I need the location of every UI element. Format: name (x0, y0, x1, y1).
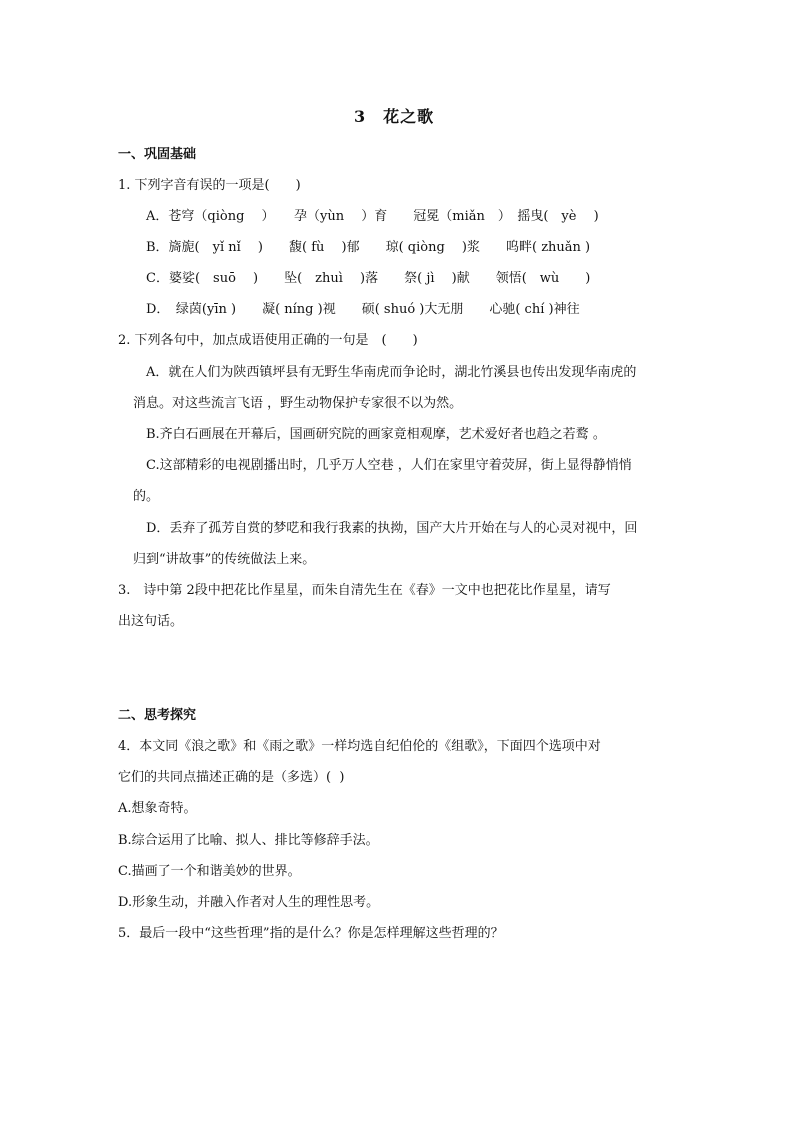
q4-option-a: A.想象奇特。 (118, 801, 197, 816)
section-heading-consolidate: 一、巩固基础 (118, 147, 197, 162)
q4-option-b: B.综合运用了比喻、拟人、排比等修辞手法。 (118, 833, 379, 848)
q4-option-c: C.描画了一个和谐美妙的世界。 (118, 864, 301, 879)
section-heading-explore: 二、思考探究 (118, 708, 197, 723)
q1-option-b: B．旖旎( yǐ nǐ ) 馥( fù )郁 琼( qiòng )浆 呜畔( zhuǎn ) (146, 240, 591, 255)
q2-stem: 2. 下列各句中，加点成语使用正确的一句是 ( ) (118, 333, 418, 348)
q3-line: 3. 诗中第 2段中把花比作星星，而朱自清先生在《春》一文中也把花比作星星，请写 (118, 583, 611, 598)
page-title: 3 花之歌 (354, 107, 435, 126)
q3-line: 出这句话。 (118, 614, 184, 629)
q2-line: B.齐白石画展在开幕后，国画研究院的画家竟相观摩，艺术爱好者也趋之若鹜 。 (146, 427, 606, 442)
q2-line: C.这部精彩的电视剧播出时，几乎万人空巷 ，人们在家里守着荧屏，街上显得静悄悄 (146, 458, 632, 473)
q1-option-a: A．苍穹（qiòng ） 孕（yùn ）育 冠冕（miǎn ） 摇曳( yè ) (146, 209, 599, 224)
q4-line: 4．本文同《浪之歌》和《雨之歌》一样均选自纪伯伦的《组歌》，下面四个选项中对 (118, 739, 601, 754)
q1-option-c: C．婆娑( suō ) 坠( zhuì )落 祭( jì )献 领悟( wù ) (146, 271, 591, 286)
q2-line: D．丢弃了孤芳自赏的梦呓和我行我素的执拗，国产大片开始在与人的心灵对视中，回 (146, 521, 638, 536)
q4-option-d: D.形象生动，并融入作者对人生的理性思考。 (118, 895, 380, 910)
q2-line: A．就在人们为陕西镇坪县有无野生华南虎而争论时，湖北竹溪县也传出发现华南虎的 (146, 365, 637, 380)
q5-line: 5．最后一段中“这些哲理”指的是什么？你是怎样理解这些哲理的？ (118, 926, 504, 941)
q2-line: 归到“讲故事”的传统做法上来。 (133, 552, 316, 567)
q1-stem: 1. 下列字音有误的一项是( ) (118, 178, 301, 193)
q1-option-d: D． 绿茵(yīn ) 凝( níng )视 硕( shuó )大无朋 心驰( chí )神往 (146, 302, 580, 317)
q2-line: 消息。对这些流言飞语 ，野生动物保护专家很不以为然。 (133, 396, 463, 411)
q4-line: 它们的共同点描述正确的是（多选）( ) (118, 770, 345, 785)
q2-line: 的。 (133, 489, 160, 504)
